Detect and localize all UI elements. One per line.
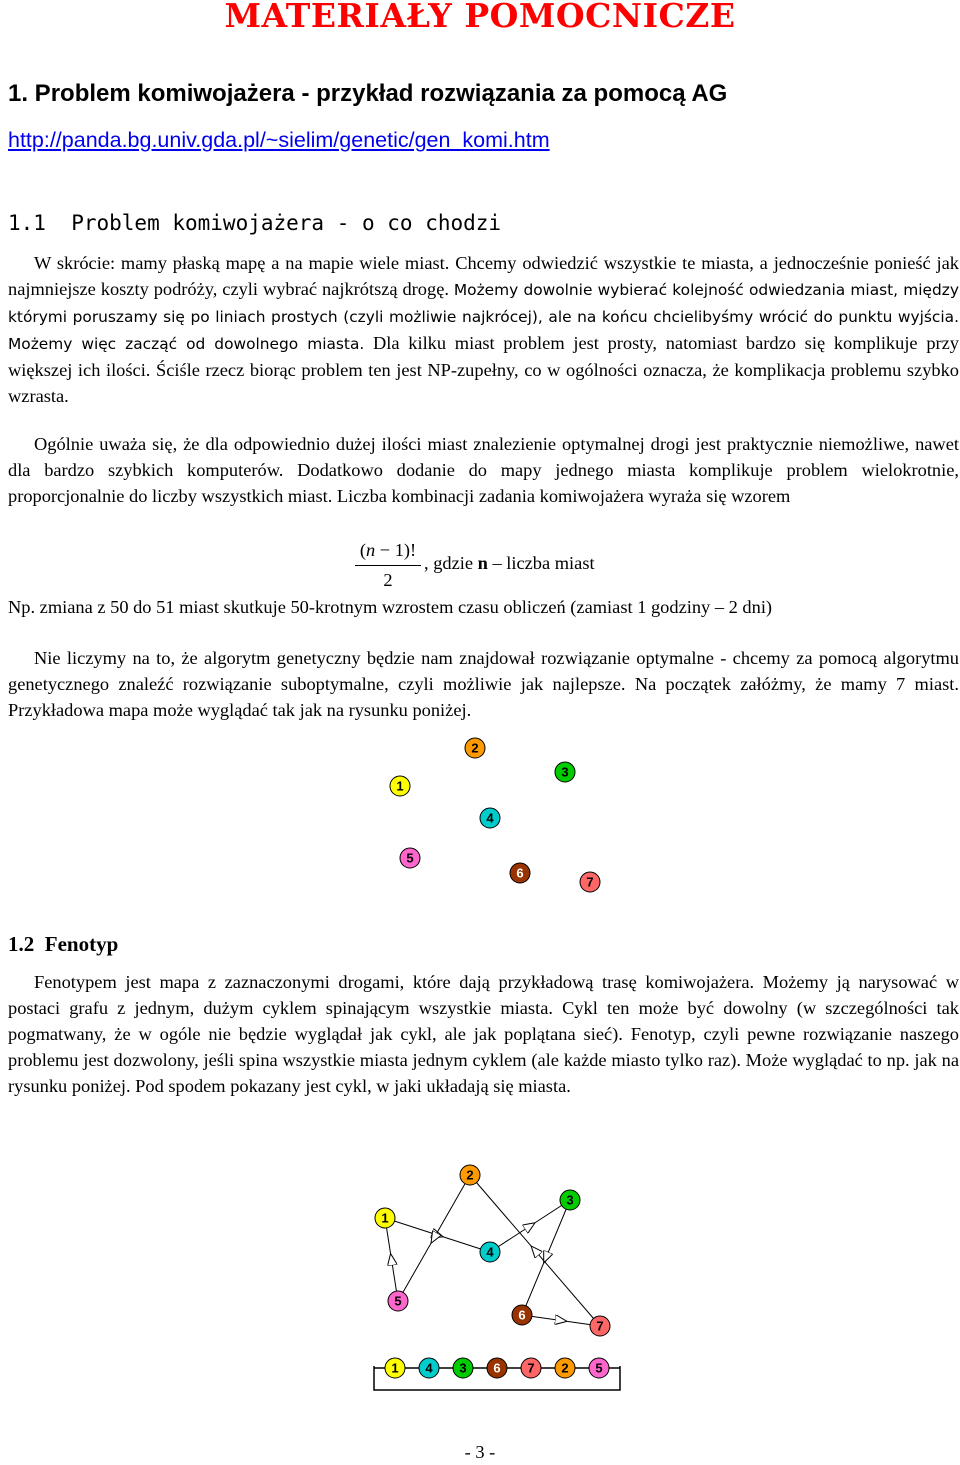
- section-1-2-heading: 1.2 Fenotyp: [8, 932, 119, 956]
- svg-text:5: 5: [394, 1293, 402, 1309]
- route-edge-1-4: [385, 1218, 490, 1252]
- svg-text:6: 6: [493, 1360, 501, 1376]
- route-edge-5-1: [385, 1218, 398, 1301]
- svg-text:3: 3: [566, 1192, 574, 1208]
- route-edge-2-5: [398, 1175, 470, 1301]
- graph-city-4: [480, 1242, 500, 1262]
- formula-description: , gdzie n – liczba miast: [424, 553, 595, 573]
- city-map: [370, 730, 620, 895]
- city-2: [465, 738, 485, 758]
- paragraph-complexity: Ogólnie uważa się, że dla odpowiednio dużej ilości miast znalezienie optymalnej drogi jest praktycznie niemożliwe, nawet dla bardzo szybkich komputerów. Dodatkowo dodanie do mapy jednego miasta komplikuje problem wielokrotnie, proporcjonalnie do liczby wszystkich miast. Liczba kombinacji zadania komiwojażera wyraża się wzorem: [8, 434, 959, 506]
- graph-city-7: [590, 1316, 610, 1336]
- svg-text:2: 2: [466, 1167, 474, 1183]
- graph-city-6: [512, 1305, 532, 1325]
- city-4: [480, 808, 500, 828]
- source-link[interactable]: http://panda.bg.univ.gda.pl/~sielim/genetic/gen_komi.htm: [8, 128, 550, 152]
- route-edge-3-6: [522, 1200, 570, 1315]
- cycle-city-4: [419, 1358, 439, 1378]
- svg-text:4: 4: [486, 1244, 494, 1260]
- combinations-formula: [355, 540, 655, 596]
- section-1-heading: 1. Problem komiwojażera - przykład rozwiązania za pomocą AG: [8, 80, 728, 107]
- route-edge-6-7: [522, 1315, 600, 1326]
- svg-text:2: 2: [561, 1360, 569, 1376]
- paragraph-phenotype: Fenotypem jest mapa z zaznaczonymi drogami, które dają przykładową trasę komiwojażera. Możemy ją narysować w postaci grafu z jednym, dużym cyklem spinającym wszystkie miasta. Cykl ten może być dowolny (w szczególności tak pogmatwany, że w ogóle nie będzie wyglądał jak cykl, ale jak poplątana sieć). Fenotyp, czyli pewne rozwiązanie naszego problemu jest dozwolony, jeśli spina wszystkie miasta jednym cyklem (ale każde miasto tylko raz). Może wyglądać to np. jak na rysunku poniżej. Pod spodem pokazany jest cykl, w jaki układają się miasta.: [8, 972, 959, 1096]
- svg-text:3: 3: [459, 1360, 467, 1376]
- cycle-city-2: [555, 1358, 575, 1378]
- svg-text:6: 6: [518, 1307, 526, 1323]
- svg-text:2: 2: [471, 740, 479, 756]
- city-1: [390, 776, 410, 796]
- svg-text:4: 4: [486, 810, 494, 826]
- svg-text:4: 4: [425, 1360, 433, 1376]
- graph-city-1: [375, 1208, 395, 1228]
- page-title: MATERIAŁY POMOCNICZE: [224, 0, 736, 35]
- svg-text:7: 7: [586, 874, 594, 890]
- phenotype-graph: [360, 1155, 630, 1405]
- section-1-1-heading: 1.1 Problem komiwojażera - o co chodzi: [8, 211, 502, 235]
- formula-numerator: (n − 1)!: [359, 540, 417, 560]
- intro-text-a: W skrócie: mamy płaską mapę a na mapie wiele miast. Chcemy odwiedzić wszystkie te miasta, a jednocześnie ponieść jak najmniejsze koszty podróży, czyli wybrać najkrótszą drogę.: [8, 253, 959, 299]
- svg-text:1: 1: [391, 1360, 399, 1376]
- graph-city-5: [388, 1291, 408, 1311]
- city-5: [400, 848, 420, 868]
- svg-text:1: 1: [381, 1210, 389, 1226]
- city-6: [510, 863, 530, 883]
- formula-fraction-bar: [355, 565, 421, 566]
- svg-text:1: 1: [396, 778, 404, 794]
- page-number: - 3 -: [464, 1442, 496, 1462]
- cycle-city-7: [521, 1358, 541, 1378]
- paragraph-intro: [8, 250, 959, 409]
- svg-text:7: 7: [527, 1360, 535, 1376]
- formula-denominator: 2: [383, 570, 393, 590]
- cycle-city-5: [589, 1358, 609, 1378]
- cycle-city-1: [385, 1358, 405, 1378]
- graph-city-3: [560, 1190, 580, 1210]
- svg-text:7: 7: [596, 1318, 604, 1334]
- graph-city-2: [460, 1165, 480, 1185]
- cycle-city-6: [487, 1358, 507, 1378]
- paragraph-suboptimal: Nie liczymy na to, że algorytm genetyczny będzie nam znajdował rozwiązanie optymalne - chcemy za pomocą algorytmu genetycznego znaleźć rozwiązanie suboptymalne, czyli możliwie jak najlepsze. Na początek załóżmy, że mamy 7 miast. Przykładowa mapa może wyglądać tak jak na rysunku poniżej.: [8, 648, 959, 720]
- svg-text:5: 5: [595, 1360, 603, 1376]
- cycle-city-3: [453, 1358, 473, 1378]
- svg-text:5: 5: [406, 850, 414, 866]
- intro-text-b: Możemy dowolnie wybierać kolejność odwiedzania miast, między którymi poruszamy się po liniach prostych (czyli możliwie najkrócej), ale na końcu chcielibyśmy wrócić do punktu wyjścia. Możemy więc zacząć od dowolnego miasta.: [8, 281, 959, 353]
- paragraph-example: Np. zmiana z 50 do 51 miast skutkuje 50-krotnym wzrostem czasu obliczeń (zamiast 1 godziny – 2 dni): [8, 597, 773, 617]
- city-7: [580, 872, 600, 892]
- svg-text:3: 3: [561, 764, 569, 780]
- intro-text-c: Dla kilku miast problem jest prosty, natomiast bardzo się komplikuje przy większej ich ilości. Ściśle rzecz biorąc problem ten jest NP-zupełny, co w ogólności oznacza, że komplikacja problemu szybko wzrasta.: [8, 333, 959, 406]
- city-3: [555, 762, 575, 782]
- svg-text:6: 6: [516, 865, 524, 881]
